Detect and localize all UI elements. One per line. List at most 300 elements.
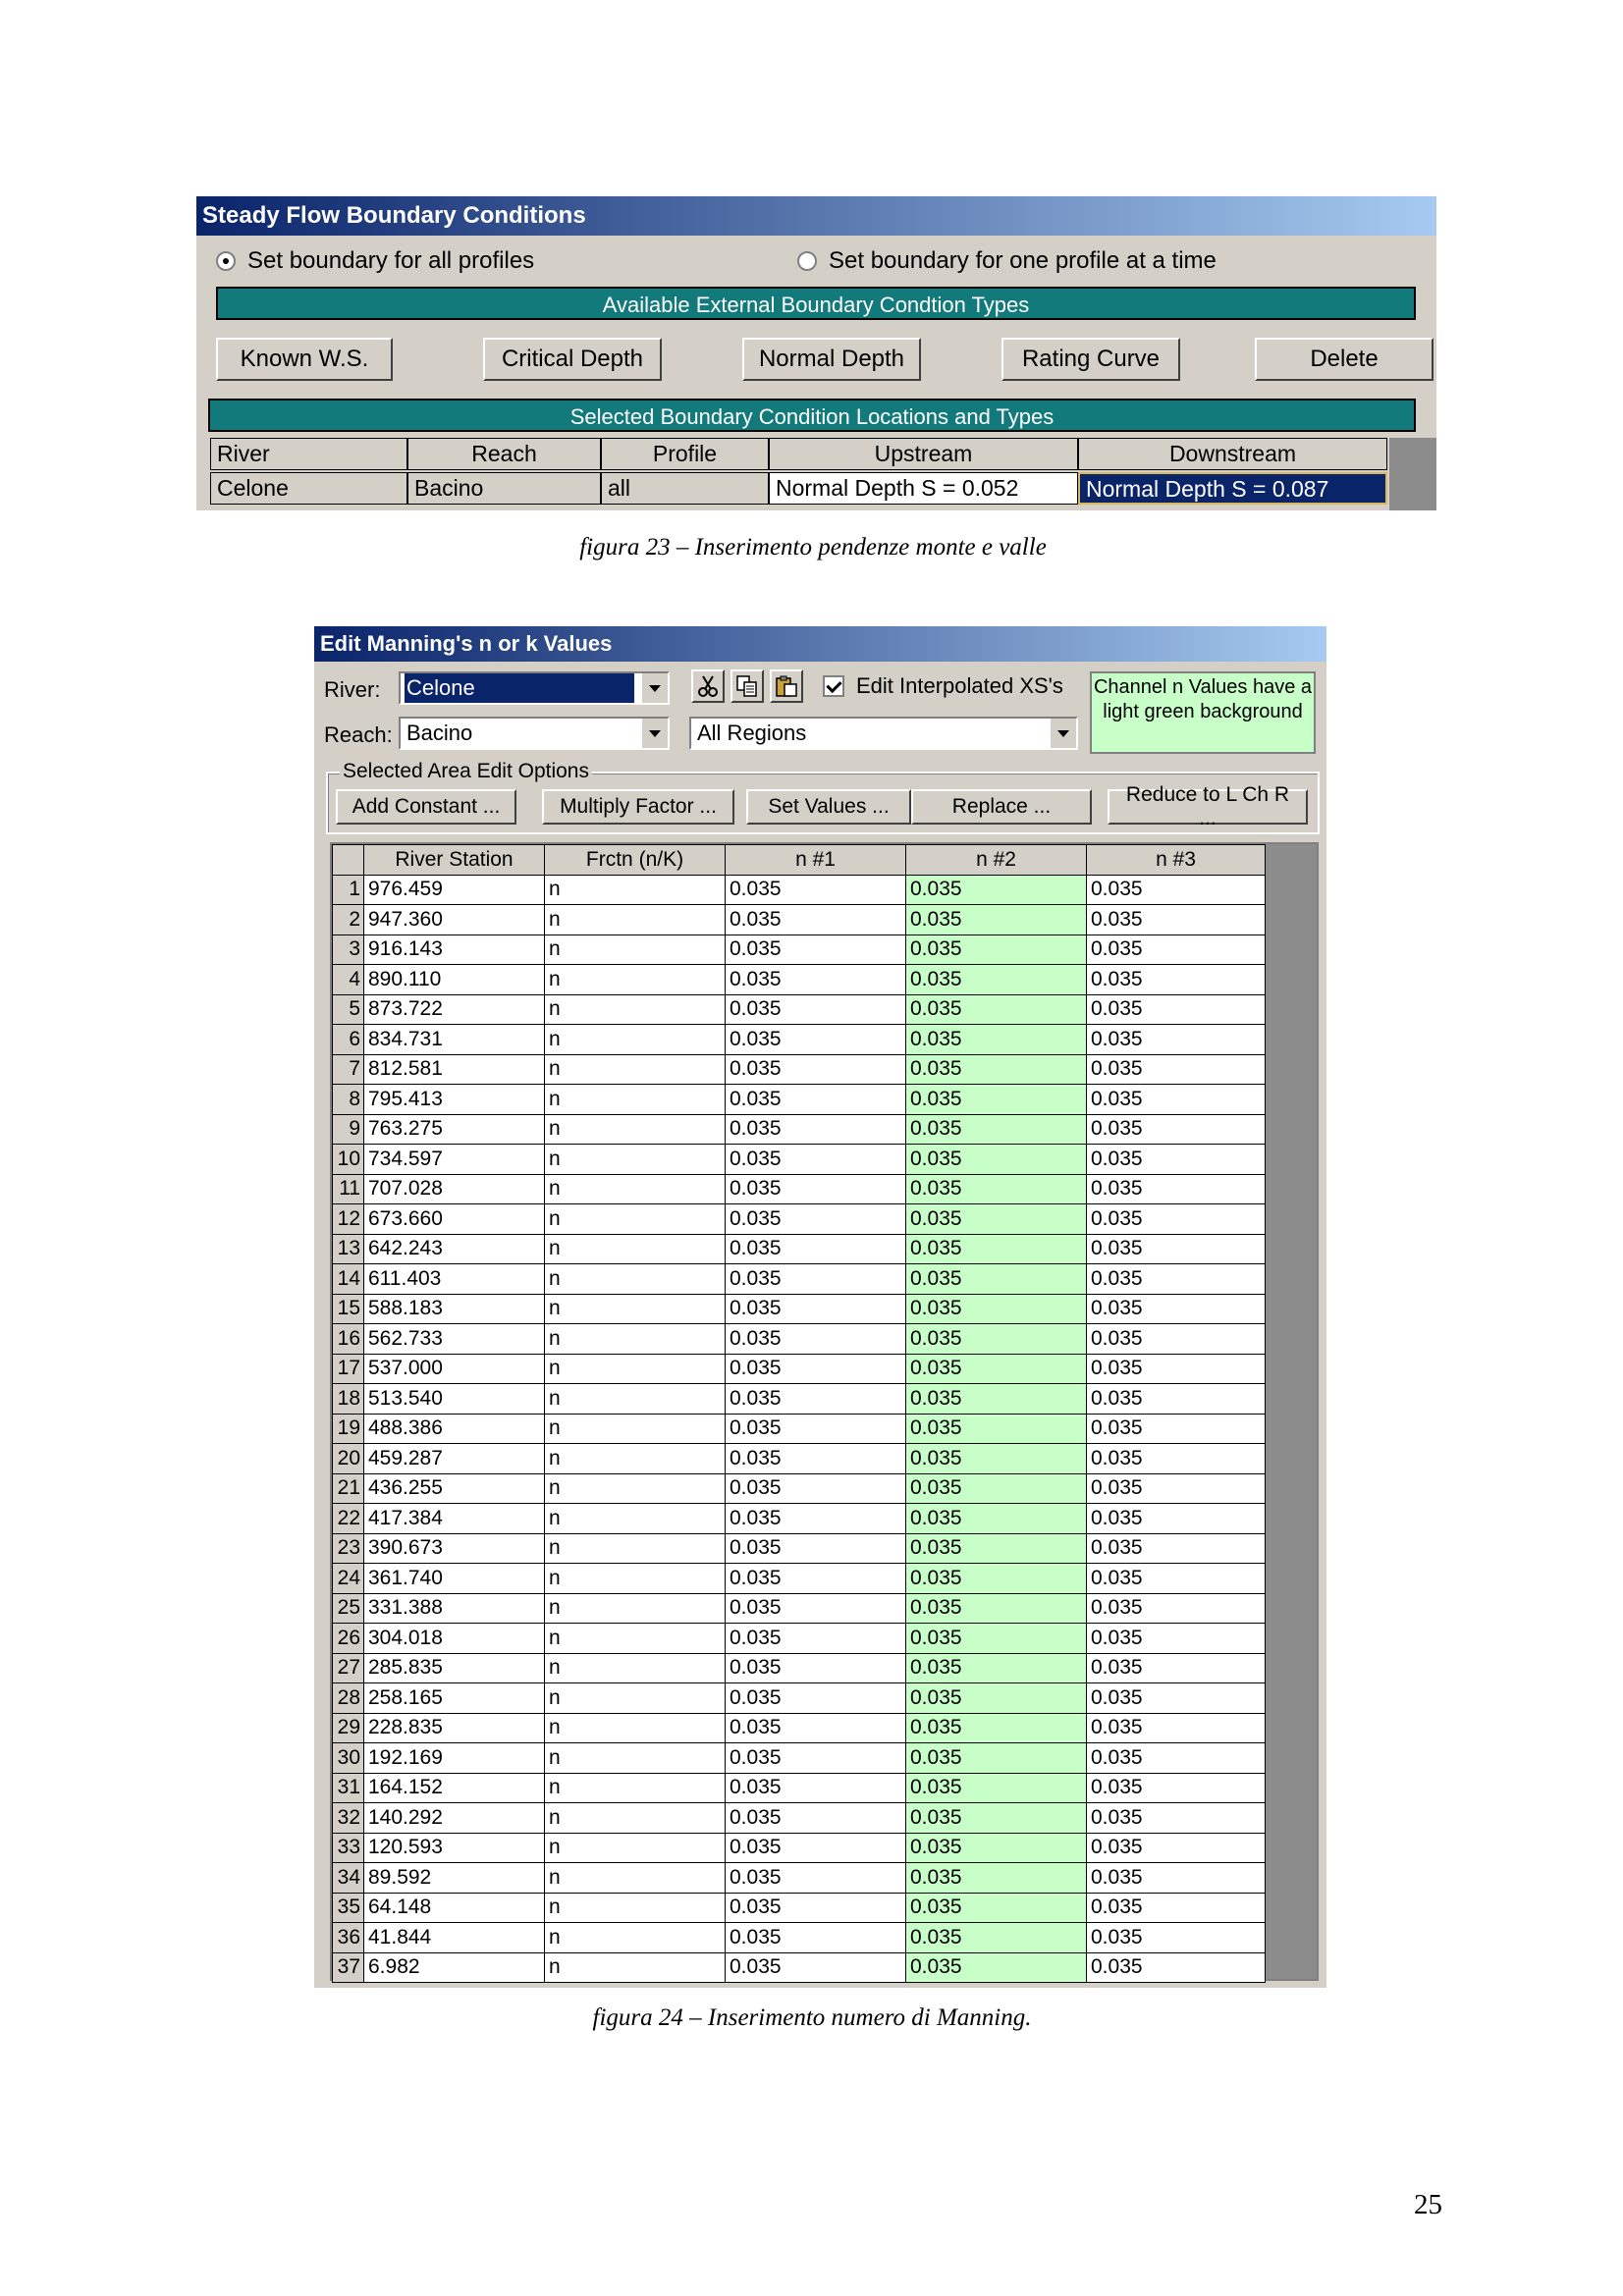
critical-depth-button[interactable]: Critical Depth [483,338,662,381]
cell-n1[interactable]: 0.035 [726,1593,906,1624]
row-number-header [333,845,364,876]
cell-n1[interactable]: 0.035 [726,1174,906,1204]
cell-n1[interactable]: 0.035 [726,934,906,965]
cell-river-station[interactable]: 120.593 [364,1833,545,1863]
cell-n2[interactable]: 0.035 [906,1593,1087,1624]
cell-frctn[interactable]: n [545,994,726,1025]
row-number: 6 [333,1025,364,1055]
edit-interpolated-checkbox[interactable] [823,675,844,697]
cell-frctn[interactable]: n [545,1085,726,1115]
row-number: 37 [333,1952,364,1983]
cell-river-station[interactable]: 673.660 [364,1204,545,1235]
cell-frctn[interactable]: n [545,1593,726,1624]
table-row [333,965,1266,995]
cell-n1[interactable]: 0.035 [726,905,906,935]
cell-frctn[interactable]: n [545,1743,726,1774]
cell-frctn[interactable]: n [545,1833,726,1863]
paste-icon[interactable] [770,669,803,703]
cell-river-station[interactable]: 258.165 [364,1683,545,1714]
cell-river-station[interactable]: 537.000 [364,1354,545,1384]
table-row [333,1054,1266,1085]
cell-frctn[interactable]: n [545,965,726,995]
row-number: 23 [333,1533,364,1564]
cell-n2[interactable]: 0.035 [906,965,1087,995]
reduce-button[interactable]: Reduce to L Ch R ... [1108,789,1308,825]
cell-river-station[interactable]: 873.722 [364,994,545,1025]
cell-river-station[interactable]: 361.740 [364,1564,545,1594]
cell-river-station[interactable]: 916.143 [364,934,545,965]
row-number: 21 [333,1473,364,1504]
cell-n3[interactable]: 0.035 [1087,1713,1266,1743]
cell-n2[interactable]: 0.035 [906,1085,1087,1115]
manning-values-grid [330,842,1319,1981]
cell-n3[interactable]: 0.035 [1087,1294,1266,1324]
cell-n3[interactable]: 0.035 [1087,965,1266,995]
cell-n3[interactable]: 0.035 [1087,1504,1266,1534]
radio-one-profile[interactable] [797,241,1217,281]
cell-n2[interactable]: 0.035 [906,934,1087,965]
cell-n3[interactable]: 0.035 [1087,1863,1266,1894]
row-number: 4 [333,965,364,995]
cell-n2[interactable]: 0.035 [906,875,1087,905]
cell-n3[interactable]: 0.035 [1087,1085,1266,1115]
delete-button[interactable]: Delete [1255,338,1434,381]
table-scroll-area [1389,438,1436,510]
table-row [333,905,1266,935]
boundary-conditions-table [210,438,1389,507]
cell-n1[interactable]: 0.035 [726,1893,906,1923]
reach-select[interactable] [399,717,670,750]
cell-n3[interactable]: 0.035 [1087,1893,1266,1923]
cell-frctn[interactable]: n [545,1054,726,1085]
cell-n1[interactable]: 0.035 [726,965,906,995]
replace-button[interactable]: Replace ... [911,789,1092,825]
cell-river-station[interactable]: 140.292 [364,1803,545,1834]
cell-n3[interactable]: 0.035 [1087,1683,1266,1714]
cell-n1[interactable]: 0.035 [726,1025,906,1055]
cell-river-station[interactable]: 707.028 [364,1174,545,1204]
multiply-factor-button[interactable]: Multiply Factor ... [542,789,734,825]
cell-n3[interactable]: 0.035 [1087,1384,1266,1415]
column-header-n2[interactable]: n #2 [906,845,1087,876]
cell-n1[interactable]: 0.035 [726,1114,906,1145]
cell-n1[interactable]: 0.035 [726,1324,906,1355]
combo-arrow-icon[interactable] [640,719,668,748]
cell-n3[interactable]: 0.035 [1087,1593,1266,1624]
row-number: 27 [333,1653,364,1683]
cell-frctn[interactable]: n [545,1863,726,1894]
cell-n3[interactable]: 0.035 [1087,1204,1266,1235]
cell-n3[interactable]: 0.035 [1087,1743,1266,1774]
row-number: 12 [333,1204,364,1235]
cell-upstream[interactable]: Normal Depth S = 0.052 [769,472,1078,505]
river-label: River: [324,677,381,702]
radio-all-profiles[interactable] [216,241,534,281]
cell-n3[interactable]: 0.035 [1087,1054,1266,1085]
cell-frctn[interactable]: n [545,1324,726,1355]
cell-n2[interactable]: 0.035 [906,1054,1087,1085]
window-title: Steady Flow Boundary Conditions [196,196,1436,236]
row-number: 32 [333,1803,364,1834]
cell-n3[interactable]: 0.035 [1087,875,1266,905]
row-number: 26 [333,1624,364,1654]
radio-all-profiles-label: Set boundary for all profiles [247,247,535,274]
figure-23-caption: figura 23 – Inserimento pendenze monte e valle [579,534,1047,561]
row-number: 16 [333,1324,364,1355]
cell-river-station[interactable]: 64.148 [364,1893,545,1923]
cell-n1[interactable]: 0.035 [726,1863,906,1894]
cell-n3[interactable]: 0.035 [1087,1234,1266,1264]
cell-river-station[interactable]: 795.413 [364,1085,545,1115]
cell-n3[interactable]: 0.035 [1087,1803,1266,1834]
cell-n3[interactable]: 0.035 [1087,1773,1266,1803]
cell-n3[interactable]: 0.035 [1087,1564,1266,1594]
cell-n1[interactable]: 0.035 [726,1294,906,1324]
cell-frctn[interactable]: n [545,1653,726,1683]
cell-n3[interactable]: 0.035 [1087,1833,1266,1863]
available-types-header: Available External Boundary Condtion Types [216,287,1416,320]
cell-n2[interactable]: 0.035 [906,1234,1087,1264]
cell-n3[interactable]: 0.035 [1087,1264,1266,1295]
cell-frctn[interactable]: n [545,1354,726,1384]
channel-note: Channel n Values have a light green background [1090,671,1316,754]
cell-n1[interactable]: 0.035 [726,1204,906,1235]
cell-n2[interactable]: 0.035 [906,1354,1087,1384]
river-select[interactable] [399,671,670,705]
table-row [333,1145,1266,1175]
cell-frctn[interactable]: n [545,1803,726,1834]
cell-n1[interactable]: 0.035 [726,1743,906,1774]
cell-river-station[interactable]: 611.403 [364,1264,545,1295]
cell-river[interactable]: Celone [210,472,407,505]
cell-n1[interactable]: 0.035 [726,994,906,1025]
cell-river-station[interactable]: 417.384 [364,1504,545,1534]
cell-n2[interactable]: 0.035 [906,1473,1087,1504]
cell-n3[interactable]: 0.035 [1087,1025,1266,1055]
cut-icon[interactable] [691,669,725,703]
cell-n2[interactable]: 0.035 [906,1174,1087,1204]
column-header-river: River [210,438,407,470]
cell-n2[interactable]: 0.035 [906,1923,1087,1953]
column-header-n3[interactable]: n #3 [1087,845,1266,876]
page-number: 25 [1414,2189,1442,2220]
cell-n1[interactable]: 0.035 [726,1923,906,1953]
combo-arrow-icon[interactable] [1049,719,1076,748]
cell-frctn[interactable]: n [545,1384,726,1415]
table-row [333,1713,1266,1743]
cell-n1[interactable]: 0.035 [726,1354,906,1384]
cell-river-station[interactable]: 459.287 [364,1444,545,1474]
column-header-n1[interactable]: n #1 [726,845,906,876]
row-number: 9 [333,1114,364,1145]
steady-flow-boundary-window [196,196,1436,510]
cell-frctn[interactable]: n [545,934,726,965]
combo-arrow-icon[interactable] [640,673,668,703]
cell-frctn[interactable]: n [545,1473,726,1504]
cell-n3[interactable]: 0.035 [1087,905,1266,935]
selected-locations-header: Selected Boundary Condition Locations and Types [208,399,1416,432]
copy-icon[interactable] [730,669,764,703]
cell-n2[interactable]: 0.035 [906,1743,1087,1774]
row-number: 18 [333,1384,364,1415]
cell-profile[interactable]: all [601,472,769,505]
cell-n3[interactable]: 0.035 [1087,1624,1266,1654]
cell-n3[interactable]: 0.035 [1087,1145,1266,1175]
table-row [333,1564,1266,1594]
cell-river-station[interactable]: 41.844 [364,1923,545,1953]
cell-n3[interactable]: 0.035 [1087,1444,1266,1474]
table-row [333,1354,1266,1384]
cell-n1[interactable]: 0.035 [726,1683,906,1714]
cell-n2[interactable]: 0.035 [906,1653,1087,1683]
row-number: 29 [333,1713,364,1743]
row-number: 7 [333,1054,364,1085]
cell-n3[interactable]: 0.035 [1087,1354,1266,1384]
cell-n2[interactable]: 0.035 [906,1504,1087,1534]
cell-n2[interactable]: 0.035 [906,1833,1087,1863]
row-number: 33 [333,1833,364,1863]
table-row [333,1085,1266,1115]
table-row [333,1444,1266,1474]
cell-frctn[interactable]: n [545,1444,726,1474]
cell-n3[interactable]: 0.035 [1087,1923,1266,1953]
table-row [333,1324,1266,1355]
cell-river-station[interactable]: 192.169 [364,1743,545,1774]
cell-frctn[interactable]: n [545,1923,726,1953]
cell-n2[interactable]: 0.035 [906,1713,1087,1743]
cell-n2[interactable]: 0.035 [906,1264,1087,1295]
cell-river-station[interactable]: 763.275 [364,1114,545,1145]
cell-river-station[interactable]: 588.183 [364,1294,545,1324]
cell-n1[interactable]: 0.035 [726,1444,906,1474]
cell-river-station[interactable]: 562.733 [364,1324,545,1355]
cell-frctn[interactable]: n [545,1533,726,1564]
cell-n1[interactable]: 0.035 [726,1803,906,1834]
cell-river-station[interactable]: 436.255 [364,1473,545,1504]
cell-n2[interactable]: 0.035 [906,1893,1087,1923]
reach-label: Reach: [324,722,393,747]
cell-river-station[interactable]: 285.835 [364,1653,545,1683]
set-values-button[interactable]: Set Values ... [746,789,911,825]
cell-n1[interactable]: 0.035 [726,1504,906,1534]
radio-unselected-icon [797,251,817,271]
cell-n2[interactable]: 0.035 [906,994,1087,1025]
radio-one-profile-label: Set boundary for one profile at a time [829,247,1217,274]
cell-n2[interactable]: 0.035 [906,1533,1087,1564]
table-row [333,1264,1266,1295]
cell-river-station[interactable]: 228.835 [364,1713,545,1743]
cell-n1[interactable]: 0.035 [726,1833,906,1863]
cell-river-station[interactable]: 304.018 [364,1624,545,1654]
cell-reach[interactable]: Bacino [407,472,601,505]
table-row [333,1384,1266,1415]
cell-n2[interactable]: 0.035 [906,1444,1087,1474]
cell-n3[interactable]: 0.035 [1087,1533,1266,1564]
row-number: 28 [333,1683,364,1714]
cell-frctn[interactable]: n [545,1204,726,1235]
known-ws-button[interactable]: Known W.S. [216,338,393,381]
cell-frctn[interactable]: n [545,1145,726,1175]
row-number: 11 [333,1174,364,1204]
cell-n3[interactable]: 0.035 [1087,1653,1266,1683]
cell-n2[interactable]: 0.035 [906,1145,1087,1175]
cell-n2[interactable]: 0.035 [906,1025,1087,1055]
table-row [333,1833,1266,1863]
cell-n3[interactable]: 0.035 [1087,1174,1266,1204]
cell-frctn[interactable]: n [545,1504,726,1534]
cell-frctn[interactable]: n [545,1773,726,1803]
cell-n2[interactable]: 0.035 [906,1204,1087,1235]
cell-river-station[interactable]: 976.459 [364,875,545,905]
cell-n1[interactable]: 0.035 [726,1473,906,1504]
cell-frctn[interactable]: n [545,1564,726,1594]
add-constant-button[interactable]: Add Constant ... [336,789,516,825]
table-row [333,1683,1266,1714]
reach-select-value: Bacino [406,721,473,745]
table-row [333,1025,1266,1055]
cell-downstream[interactable]: Normal Depth S = 0.087 [1078,472,1387,505]
cell-frctn[interactable]: n [545,1683,726,1714]
rating-curve-button[interactable]: Rating Curve [1001,338,1180,381]
cell-n1[interactable]: 0.035 [726,1952,906,1983]
cell-river-station[interactable]: 331.388 [364,1593,545,1624]
cell-n2[interactable]: 0.035 [906,1683,1087,1714]
column-header-river-station[interactable]: River Station [364,845,545,876]
cell-n3[interactable]: 0.035 [1087,994,1266,1025]
table-row [333,1504,1266,1534]
cell-river-station[interactable]: 488.386 [364,1414,545,1444]
cell-frctn[interactable]: n [545,1174,726,1204]
river-select-value: Celone [405,673,634,703]
cell-n2[interactable]: 0.035 [906,1803,1087,1834]
cell-n1[interactable]: 0.035 [726,1533,906,1564]
table-row [333,1204,1266,1235]
column-header-frctn[interactable]: Frctn (n/K) [545,845,726,876]
cell-river-station[interactable]: 642.243 [364,1234,545,1264]
cell-n1[interactable]: 0.035 [726,1414,906,1444]
row-number: 5 [333,994,364,1025]
table-row [333,1863,1266,1894]
cell-n3[interactable]: 0.035 [1087,1952,1266,1983]
cell-n2[interactable]: 0.035 [906,1324,1087,1355]
cell-n2[interactable]: 0.035 [906,1773,1087,1803]
cell-frctn[interactable]: n [545,1713,726,1743]
figure-24-caption: figura 24 – Inserimento numero di Manning. [592,2004,1032,2031]
cell-river-station[interactable]: 390.673 [364,1533,545,1564]
cell-river-station[interactable]: 890.110 [364,965,545,995]
table-row [333,1773,1266,1803]
cell-n3[interactable]: 0.035 [1087,934,1266,965]
row-number: 1 [333,875,364,905]
table-row [333,1624,1266,1654]
cell-river-station[interactable]: 812.581 [364,1054,545,1085]
cell-n2[interactable]: 0.035 [906,1863,1087,1894]
radio-selected-icon [216,251,236,271]
cell-n2[interactable]: 0.035 [906,1414,1087,1444]
edit-interpolated-label: Edit Interpolated XS's [856,673,1063,698]
cell-n3[interactable]: 0.035 [1087,1114,1266,1145]
cell-river-station[interactable]: 164.152 [364,1773,545,1803]
cell-n3[interactable]: 0.035 [1087,1324,1266,1355]
cell-n1[interactable]: 0.035 [726,1054,906,1085]
row-number: 3 [333,934,364,965]
cell-river-station[interactable]: 6.982 [364,1952,545,1983]
group-title: Selected Area Edit Options [340,760,592,783]
cell-n3[interactable]: 0.035 [1087,1414,1266,1444]
cell-n2[interactable]: 0.035 [906,1294,1087,1324]
cell-n1[interactable]: 0.035 [726,1264,906,1295]
table-row [333,934,1266,965]
cell-river-station[interactable]: 834.731 [364,1025,545,1055]
cell-n2[interactable]: 0.035 [906,1564,1087,1594]
cell-river-station[interactable]: 947.360 [364,905,545,935]
column-header-reach: Reach [407,438,601,470]
column-header-upstream: Upstream [769,438,1078,470]
cell-frctn[interactable]: n [545,1234,726,1264]
cell-frctn[interactable]: n [545,1952,726,1983]
cell-n1[interactable]: 0.035 [726,875,906,905]
cell-frctn[interactable]: n [545,875,726,905]
table-row [333,1653,1266,1683]
table-row [333,1114,1266,1145]
cell-n2[interactable]: 0.035 [906,1624,1087,1654]
cell-n2[interactable]: 0.035 [906,1952,1087,1983]
table-row [333,1174,1266,1204]
cell-frctn[interactable]: n [545,1264,726,1295]
cell-n3[interactable]: 0.035 [1087,1473,1266,1504]
table-row [333,1923,1266,1953]
row-number: 13 [333,1234,364,1264]
cell-frctn[interactable]: n [545,1893,726,1923]
normal-depth-button[interactable]: Normal Depth [742,338,921,381]
cell-river-station[interactable]: 734.597 [364,1145,545,1175]
cell-river-station[interactable]: 513.540 [364,1384,545,1415]
cell-frctn[interactable]: n [545,1294,726,1324]
cell-n1[interactable]: 0.035 [726,1624,906,1654]
row-number: 17 [333,1354,364,1384]
cell-n1[interactable]: 0.035 [726,1713,906,1743]
cell-n1[interactable]: 0.035 [726,1234,906,1264]
regions-select[interactable] [689,717,1078,750]
row-number: 25 [333,1593,364,1624]
row-number: 34 [333,1863,364,1894]
table-row [333,1473,1266,1504]
cell-frctn[interactable]: n [545,1025,726,1055]
cell-n1[interactable]: 0.035 [726,1085,906,1115]
cell-n2[interactable]: 0.035 [906,1384,1087,1415]
table-row [333,1533,1266,1564]
row-number: 10 [333,1145,364,1175]
cell-n1[interactable]: 0.035 [726,1564,906,1594]
cell-n2[interactable]: 0.035 [906,905,1087,935]
table-row [333,994,1266,1025]
cell-n1[interactable]: 0.035 [726,1773,906,1803]
row-number: 20 [333,1444,364,1474]
table-row [333,1593,1266,1624]
cell-n1[interactable]: 0.035 [726,1384,906,1415]
row-number: 22 [333,1504,364,1534]
cell-frctn[interactable]: n [545,1624,726,1654]
cell-n1[interactable]: 0.035 [726,1145,906,1175]
row-number: 30 [333,1743,364,1774]
cell-frctn[interactable]: n [545,1114,726,1145]
cell-n2[interactable]: 0.035 [906,1114,1087,1145]
cell-frctn[interactable]: n [545,905,726,935]
cell-n1[interactable]: 0.035 [726,1653,906,1683]
cell-river-station[interactable]: 89.592 [364,1863,545,1894]
cell-frctn[interactable]: n [545,1414,726,1444]
row-number: 8 [333,1085,364,1115]
